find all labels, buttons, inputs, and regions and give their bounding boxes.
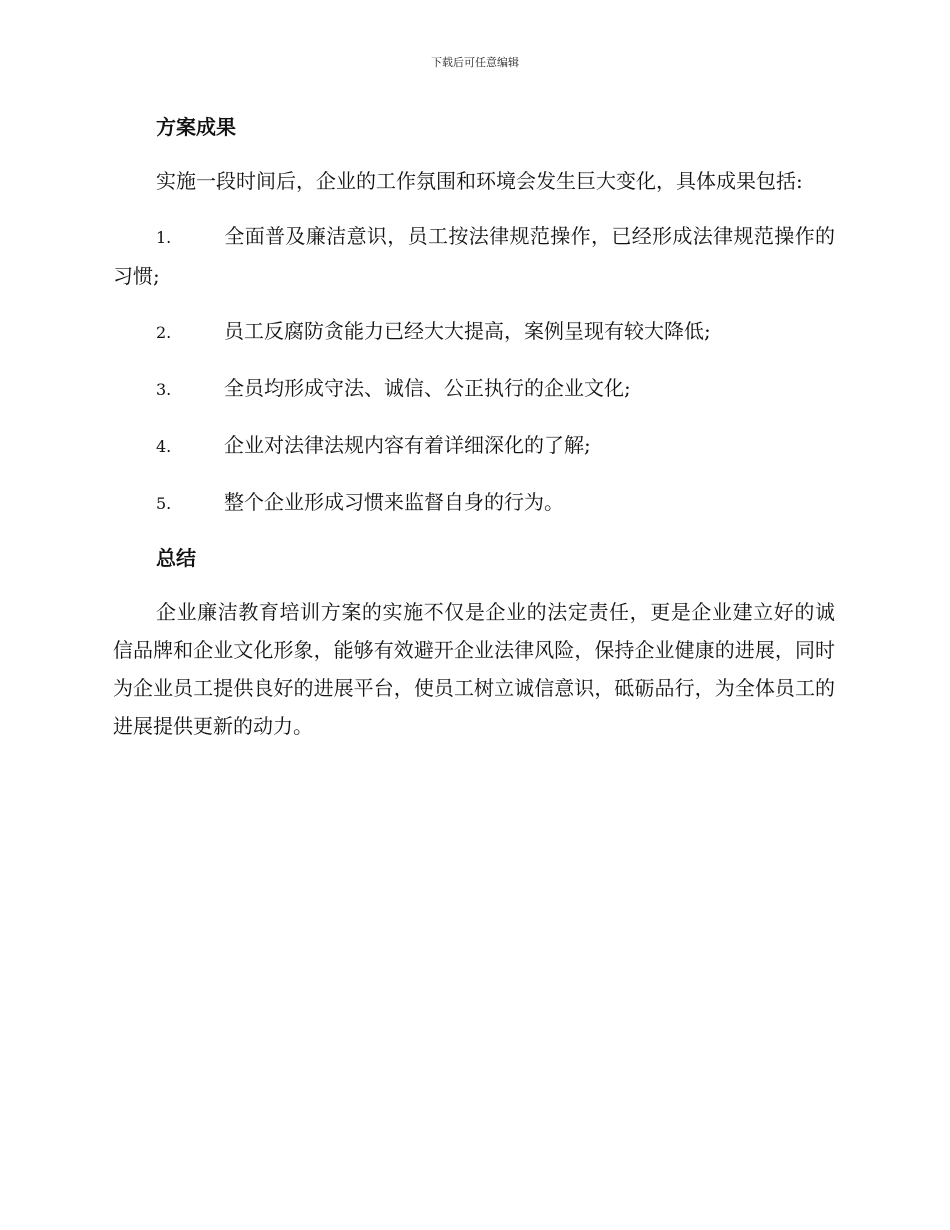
list-text: 整个企业形成习惯来监督自身的行为。 [224, 490, 564, 514]
summary-paragraph: 企业廉洁教育培训方案的实施不仅是企业的法定责任，更是企业建立好的诚信品牌和企业文化形象，能够有效避开企业法律风险，保持企业健康的进展，同时为企业员工提供良好的进展平台，使员工树立诚信意识，砥砺品行，为全体员工的进展提供更新的动力。 [113, 600, 835, 738]
list-item [113, 483, 835, 523]
spacer [113, 466, 835, 483]
list-number: 4. [156, 437, 172, 456]
list-item [113, 217, 835, 295]
section-heading-summary: 总结 [156, 546, 196, 570]
list-number: 2. [156, 323, 172, 342]
section-heading-results: 方案成果 [156, 115, 236, 139]
spacer [113, 295, 835, 312]
list-number: 1. [156, 228, 172, 247]
list-item [113, 369, 835, 409]
spacer [113, 352, 835, 369]
list-text: 全面普及廉洁意识，员工按法律规范操作，已经形成法律规范操作的习惯; [113, 224, 835, 288]
list-item [113, 312, 835, 352]
document-body [113, 108, 835, 745]
list-text: 员工反腐防贪能力已经大大提高，案例呈现有较大降低; [224, 319, 711, 343]
results-intro-paragraph: 实施一段时间后，企业的工作氛围和环境会发生巨大变化，具体成果包括: [156, 169, 803, 193]
page-header: 下载后可任意编辑 [431, 56, 519, 69]
list-number: 3. [156, 380, 172, 399]
list-text: 企业对法律法规内容有着详细深化的了解; [224, 433, 591, 457]
list-text: 全员均形成守法、诚信、公正执行的企业文化; [224, 376, 631, 400]
spacer [113, 200, 835, 217]
spacer [113, 146, 835, 162]
spacer [113, 523, 835, 539]
list-number: 5. [156, 494, 172, 513]
spacer [113, 577, 835, 593]
spacer [113, 409, 835, 426]
list-item [113, 426, 835, 466]
